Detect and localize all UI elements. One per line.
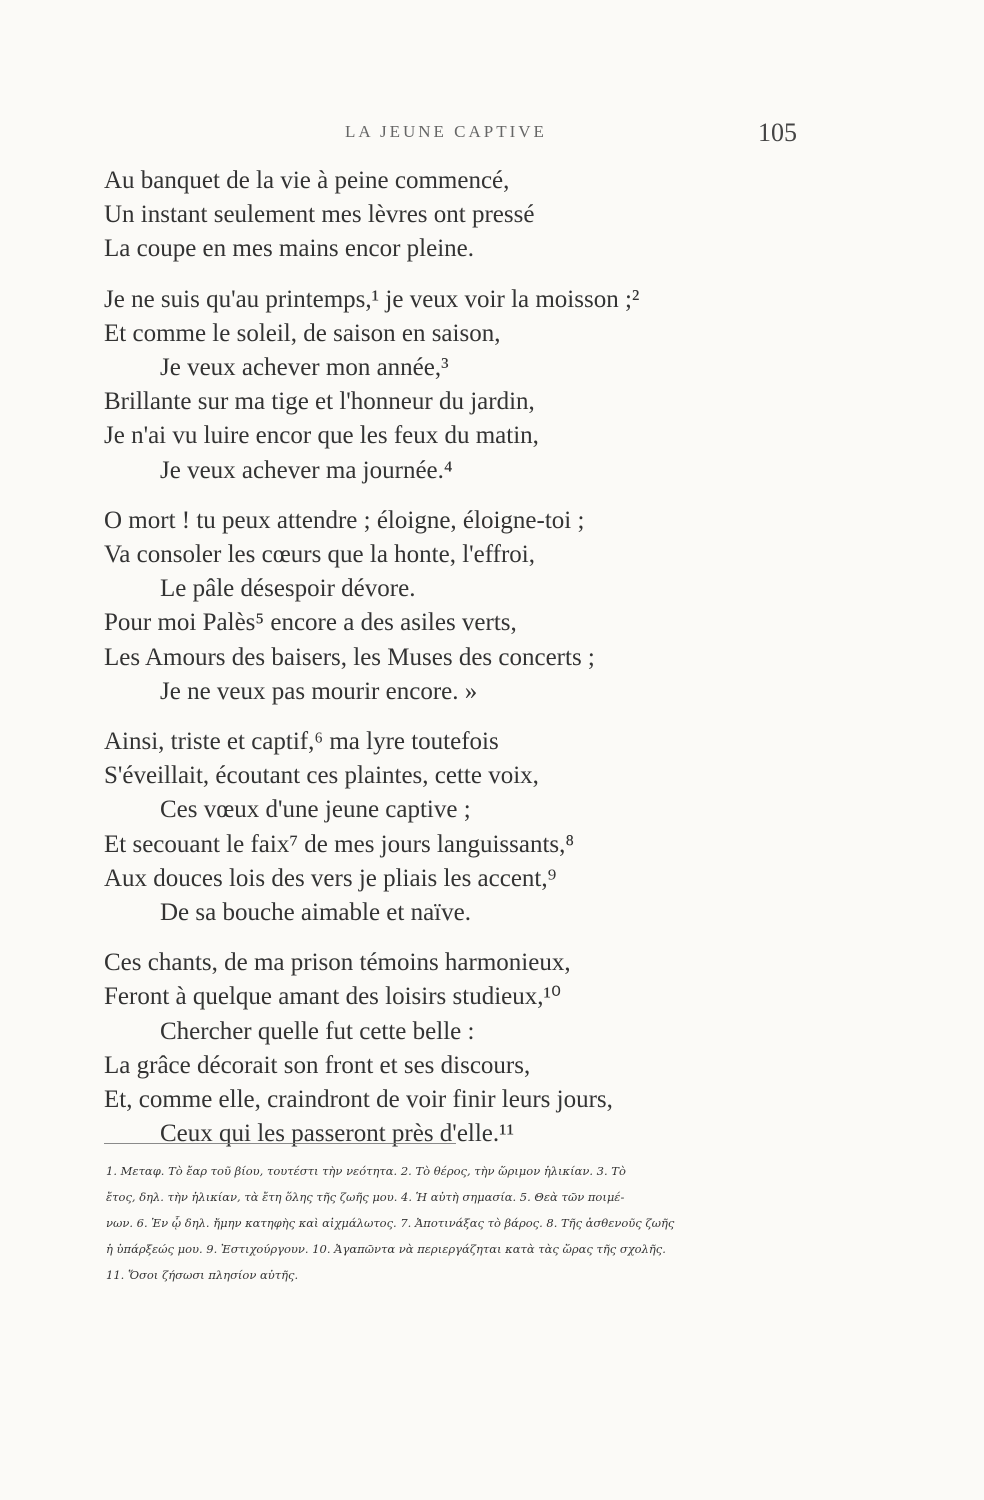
verse-line: Je veux achever mon année,³ xyxy=(160,354,449,382)
verse-line: Ainsi, triste et captif,⁶ ma lyre toutefois xyxy=(104,728,499,756)
verse-line: Chercher quelle fut cette belle : xyxy=(160,1017,475,1045)
running-title: LA JEUNE CAPTIVE xyxy=(345,122,547,141)
verse-line: Je veux achever ma journée.⁴ xyxy=(160,456,453,484)
verse-line: Brillante sur ma tige et l'honneur du jardin, xyxy=(104,388,535,416)
stanza xyxy=(104,725,824,930)
verse-line: O mort ! tu peux attendre ; éloigne, éloigne-toi ; xyxy=(104,506,585,534)
verse-line: La grâce décorait son front et ses discours, xyxy=(104,1051,531,1079)
verse-line: Et, comme elle, craindront de voir finir leurs jours, xyxy=(104,1086,613,1114)
footnote-line: 1. Μεταφ. Τὸ ἔαρ τοῦ βίου, τουτέστι τὴν νεότητα. 2. Τὸ θέρος, τὴν ὥριμον ἡλικίαν. 3. Τὸ xyxy=(106,1164,626,1178)
verse-line: S'éveillait, écoutant ces plaintes, cette voix, xyxy=(104,762,539,790)
page-number: 105 xyxy=(758,118,797,147)
verse-line: Je ne veux pas mourir encore. » xyxy=(160,677,478,705)
stanza xyxy=(104,283,824,488)
footnotes xyxy=(106,1158,802,1288)
footnote-line: 11. Ὅσοι ζήσωσι πλησίον αὐτῆς. xyxy=(106,1268,299,1282)
verse-line: Ceux qui les passeront près d'elle.¹¹ xyxy=(160,1120,515,1148)
stanza xyxy=(104,164,824,267)
verse-line: De sa bouche aimable et naïve. xyxy=(160,899,471,927)
stanza xyxy=(104,946,824,1151)
verse-line: Les Amours des baisers, les Muses des concerts ; xyxy=(104,643,595,671)
footnote-line: νων. 6. Ἐν ᾧ δηλ. ἤμην κατηφὴς καὶ αἰχμάλωτος. 7. Ἀποτινάξας τὸ βάρος. 8. Τῆς ἀσθενοῦς ζωῆς xyxy=(106,1216,675,1230)
verse-line: Aux douces lois des vers je pliais les accent,⁹ xyxy=(104,864,557,892)
verse-line: Feront à quelque amant des loisirs studieux,¹⁰ xyxy=(104,983,562,1011)
stanza xyxy=(104,504,824,709)
verse-line: Ces chants, de ma prison témoins harmonieux, xyxy=(104,949,571,977)
verse-line: Et comme le soleil, de saison en saison, xyxy=(104,319,501,347)
running-head xyxy=(0,118,984,152)
footnote-line: ἔτος, δηλ. τὴν ἡλικίαν, τὰ ἔτη ὅλης τῆς ζωῆς μου. 4. Ἡ αὐτὴ σημασία. 5. Θεὰ τῶν ποιμέ- xyxy=(106,1190,625,1204)
verse-line: Au banquet de la vie à peine commencé, xyxy=(104,167,510,194)
verse-line: Je ne suis qu'au printemps,¹ je veux voir la moisson ;² xyxy=(104,285,640,313)
verse-line: Le pâle désespoir dévore. xyxy=(160,575,416,603)
verse-line: Et secouant le faix⁷ de mes jours languissants,⁸ xyxy=(104,830,575,858)
verse-line: Ces vœux d'une jeune captive ; xyxy=(160,796,471,824)
verse-line: Un instant seulement mes lèvres ont pressé xyxy=(104,201,535,229)
verse-line: Je n'ai vu luire encor que les feux du matin, xyxy=(104,422,539,450)
verse-line: Va consoler les cœurs que la honte, l'effroi, xyxy=(104,541,535,569)
verse-line: Pour moi Palès⁵ encore a des asiles verts, xyxy=(104,609,517,637)
footnote-line: ἡ ὑπάρξεώς μου. 9. Ἐστιχούργουν. 10. Ἀγαπῶντα νὰ περιεργάζηται κατὰ τὰς ὥρας τῆς σχολῆς. xyxy=(106,1242,666,1256)
footnote-divider xyxy=(104,1143,456,1144)
poem xyxy=(104,164,824,1151)
verse-line: La coupe en mes mains encor pleine. xyxy=(104,235,474,263)
